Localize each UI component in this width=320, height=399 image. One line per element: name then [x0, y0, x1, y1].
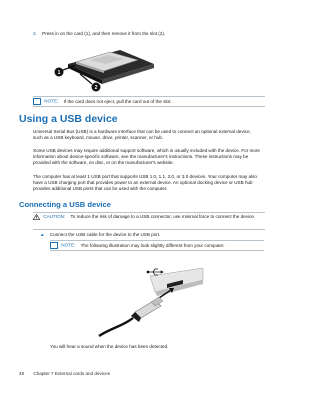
note-2-label: NOTE:: [61, 242, 76, 248]
caution-label: CAUTION:: [43, 214, 66, 220]
page-footer: [19, 371, 110, 376]
usb-connection-illustration: [95, 268, 205, 338]
note-divider-bottom: [33, 106, 265, 107]
paragraph-3: The computer has at least 1 USB port that supports USB 1.0, 1.1, 2.0, or 3.0 devices. Your computer may also have a USB charging port that provides power to an external device. An optional docking device or USB hub provides additional USB ports that can be used with the computer.: [33, 174, 257, 192]
note-2-text: The following illustration may look slightly different from your computer.: [80, 242, 225, 248]
step-text: Press in on the card (1), and then remove it from the slot (2).: [42, 31, 166, 36]
section-title: Using a USB device: [19, 113, 118, 125]
note-2-divider-top: [50, 240, 264, 241]
step-3: [33, 31, 165, 37]
subsection-title: Connecting a USB device: [19, 200, 111, 209]
note-text: If the card does not eject, pull the card out of the slot.: [63, 98, 172, 104]
note-1: [33, 98, 265, 105]
bullet-text: Connect the USB cable for the device to the USB port.: [49, 232, 161, 237]
callout-1-label: 1: [57, 70, 61, 76]
paragraph-2: Some USB devices may require additional support software, which is usually included with the device. For more information about device-specific software, see the manufacturer's instructions. These instructions may be provided with the software, on disc, or on the manufacturer's website.: [33, 148, 260, 166]
caution: [33, 214, 265, 220]
detected-sound-text: You will hear a sound when the device has been detected.: [50, 344, 169, 349]
caution-text: To reduce the risk of damage to a USB connector, use minimal force to connect the device.: [70, 214, 256, 220]
bullet-item: [40, 232, 160, 238]
warning-triangle-icon: [33, 214, 40, 220]
usb-symbol-icon: [147, 269, 163, 275]
note-icon: [50, 242, 58, 249]
paragraph-1: Universal Serial Bus (USB) is a hardware interface that can be used to connect an optional external device, such as a USB keyboard, mouse, drive, printer, scanner, or hub.: [33, 129, 251, 141]
caution-divider-bottom: [33, 229, 265, 230]
note-divider-top: [33, 96, 265, 97]
page-number: 48: [19, 371, 25, 376]
note-icon: [33, 98, 41, 105]
caution-divider-top: [33, 212, 265, 213]
step-number: 3.: [33, 31, 37, 36]
card-removal-illustration: [50, 42, 160, 92]
chapter-title: Chapter 7 External cards and devices: [33, 371, 111, 376]
note-2-divider-bottom: [50, 250, 264, 251]
bullet-triangle-icon: ▲: [40, 232, 45, 237]
note-2: [50, 242, 264, 249]
note-label: NOTE:: [44, 98, 59, 104]
callout-2-label: 2: [94, 85, 98, 91]
